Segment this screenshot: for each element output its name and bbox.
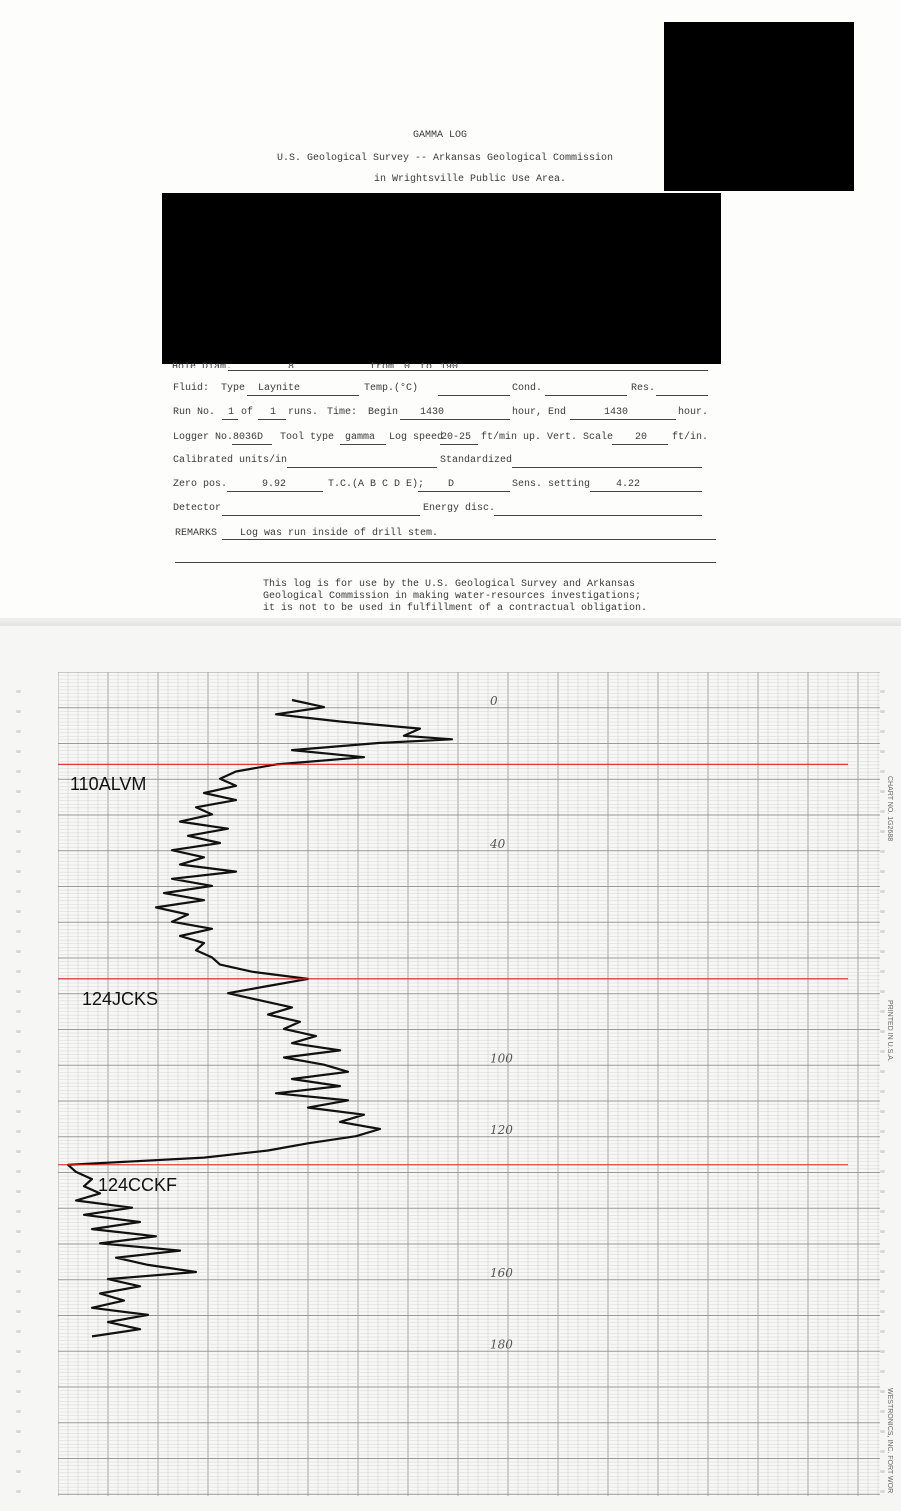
perforation-hole <box>16 1130 21 1133</box>
hole-to-value: 190 <box>440 362 459 368</box>
perforation-hole <box>16 990 21 993</box>
logger-label: Logger No. <box>173 432 234 443</box>
perforation-hole <box>16 1010 21 1013</box>
perforation-hole <box>16 710 21 713</box>
disclaimer-line-3: it is not to be used in fulfillment of a contractual obligation. <box>263 603 648 614</box>
perforation-hole <box>880 1090 885 1093</box>
perforation-hole <box>16 930 21 933</box>
perforation-hole <box>16 730 21 733</box>
perforation-hole <box>16 1270 21 1273</box>
perforation-hole <box>880 1130 885 1133</box>
perforation-hole <box>880 950 885 953</box>
hour-label: hour. <box>678 407 709 418</box>
perforation-hole <box>880 850 885 853</box>
log-speed-label: Log speed <box>389 432 444 443</box>
perforation-hole <box>16 1030 21 1033</box>
fold-shadow <box>0 618 901 626</box>
ftin-label: ft/in. <box>672 432 709 443</box>
perforation-hole <box>880 710 885 713</box>
zero-pos-label: Zero pos. <box>173 479 228 490</box>
tool-type: gamma <box>345 432 376 443</box>
perforation-hole <box>880 1310 885 1313</box>
perforation-hole <box>880 990 885 993</box>
perforation-hole <box>880 830 885 833</box>
location-line: in Wrightsville Public Use Area. <box>373 174 567 185</box>
perforation-hole <box>880 770 885 773</box>
perforation-hole <box>880 1030 885 1033</box>
hour-end-label: hour, End <box>512 407 567 418</box>
perforation-hole <box>16 1070 21 1073</box>
perforation-hole <box>16 770 21 773</box>
ftmin-label: ft/min up. Vert. Scale <box>481 432 614 443</box>
perforation-hole <box>16 790 21 793</box>
detector-label: Detector <box>173 503 222 514</box>
perforation-hole <box>16 950 21 953</box>
manufacturer-text: WESTRONICS, INC. FORT WOR <box>886 1388 893 1494</box>
chart-paper <box>58 672 880 1496</box>
perforation-hole <box>16 890 21 893</box>
perforation-hole <box>880 1410 885 1413</box>
perforation-hole <box>880 790 885 793</box>
perforation-hole <box>16 870 21 873</box>
fluid-label: Fluid: <box>173 383 210 394</box>
perforation-hole <box>880 870 885 873</box>
formation-label-jcks: 124JCKS <box>82 988 159 1009</box>
perforation-hole <box>880 890 885 893</box>
hole-to-label: to <box>420 362 433 368</box>
perforation-hole <box>16 1470 21 1473</box>
perforation-hole <box>16 1430 21 1433</box>
perforation-hole <box>16 1090 21 1093</box>
logger-no: 8036D <box>233 432 264 443</box>
redaction-block-form <box>162 193 721 364</box>
tool-label: Tool type <box>280 432 335 443</box>
perforation-hole <box>16 1110 21 1113</box>
time-label: Time: <box>327 407 358 418</box>
redaction-block-top-right <box>664 22 854 191</box>
runs-total: 1 <box>270 407 277 418</box>
perforation-hole <box>880 1290 885 1293</box>
perforation-hole <box>880 1390 885 1393</box>
perforation-hole <box>880 1230 885 1233</box>
perforation-hole <box>880 750 885 753</box>
perforation-hole <box>880 1370 885 1373</box>
printed-in-text: PRINTED IN U.S.A. <box>886 1000 893 1062</box>
perforation-hole <box>16 1170 21 1173</box>
depth-tick-label: 0 <box>490 694 498 708</box>
perforation-hole <box>880 1070 885 1073</box>
run-no-label: Run No. <box>173 407 216 418</box>
perforation-hole <box>16 830 21 833</box>
perforation-hole <box>880 1350 885 1353</box>
perforation-hole <box>880 930 885 933</box>
perforation-hole <box>880 1470 885 1473</box>
perforation-hole <box>880 1430 885 1433</box>
perforation-hole <box>16 850 21 853</box>
perforation-hole <box>16 1310 21 1313</box>
perforation-hole <box>880 690 885 693</box>
tc-value: D <box>448 479 455 490</box>
tc-label: T.C.(A B C D E); <box>328 479 425 490</box>
perforation-hole <box>880 1270 885 1273</box>
runs-label: runs. <box>288 407 319 418</box>
perforation-hole <box>880 970 885 973</box>
formation-label-alvm: 110ALVM <box>70 774 147 795</box>
of-label: of <box>241 407 254 418</box>
log-speed: 20-25 <box>441 432 472 443</box>
perforation-hole <box>16 690 21 693</box>
perforation-hole <box>16 1370 21 1373</box>
perforation-hole <box>16 910 21 913</box>
perforation-hole <box>880 730 885 733</box>
standardized-label: Standardized <box>440 455 513 466</box>
perforation-hole <box>16 1450 21 1453</box>
depth-tick-label: 120 <box>490 1123 513 1137</box>
perforation-hole <box>16 1050 21 1053</box>
perforation-hole <box>16 970 21 973</box>
chart-number-text: CHART NO. 1G2688 <box>886 776 893 842</box>
perforation-hole <box>16 810 21 813</box>
calibrated-label: Calibrated units/in <box>173 455 288 466</box>
perforation-hole <box>16 1250 21 1253</box>
disclaimer-line-1: This log is for use by the U.S. Geological Survey and Arkansas <box>263 579 636 590</box>
perforation-hole <box>16 1230 21 1233</box>
perforation-hole <box>16 1390 21 1393</box>
depth-tick-label: 40 <box>490 837 506 851</box>
fluid-type-value: Laynite <box>258 383 301 394</box>
perforation-hole <box>880 1450 885 1453</box>
depth-tick-label: 100 <box>490 1051 513 1066</box>
perforation-hole <box>880 1010 885 1013</box>
perforation-hole <box>880 1170 885 1173</box>
perforation-hole <box>880 810 885 813</box>
log-title: GAMMA LOG <box>412 130 467 141</box>
energy-label: Energy disc. <box>423 503 496 514</box>
gamma-log-chart <box>58 672 880 1496</box>
perforation-hole <box>16 1290 21 1293</box>
vert-scale: 20 <box>635 432 648 443</box>
perforation-hole <box>880 1250 885 1253</box>
perforation-hole <box>880 1210 885 1213</box>
agency-line: U.S. Geological Survey -- Arkansas Geological Commission <box>276 153 614 164</box>
hole-from-label: from <box>370 362 395 368</box>
perforation-hole <box>16 1350 21 1353</box>
perforation-hole <box>880 1050 885 1053</box>
zero-pos-value: 9.92 <box>262 479 287 490</box>
perforation-hole <box>880 910 885 913</box>
depth-tick-label: 180 <box>490 1337 513 1352</box>
res-label: Res. <box>631 383 656 394</box>
end-time: 1430 <box>604 407 629 418</box>
begin-label: Begin <box>368 407 399 418</box>
perforation-hole <box>16 1150 21 1153</box>
formation-label-cckf: 124CCKF <box>98 1174 178 1195</box>
perforation-hole <box>16 1330 21 1333</box>
fluid-type-label: Type <box>221 383 246 394</box>
begin-time: 1430 <box>420 407 445 418</box>
run-no-value: 1 <box>228 407 235 418</box>
hole-diam-value: 8 <box>288 362 295 368</box>
perforation-hole <box>880 1190 885 1193</box>
temp-label: Temp.(°C) <box>364 383 419 394</box>
hole-diam-label: Hole Diam. <box>172 362 233 368</box>
perforation-hole <box>16 1410 21 1413</box>
sens-value: 4.22 <box>616 479 641 490</box>
remarks-value: Log was run inside of drill stem. <box>240 528 439 539</box>
cond-label: Cond. <box>512 383 543 394</box>
perforation-hole <box>16 1210 21 1213</box>
perforation-hole <box>880 1490 885 1493</box>
depth-tick-label: 160 <box>490 1266 513 1280</box>
remarks-label: REMARKS <box>175 528 218 539</box>
perforation-hole <box>880 1110 885 1113</box>
perforation-hole <box>16 1190 21 1193</box>
perforation-hole <box>16 1490 21 1493</box>
perforation-hole <box>880 1150 885 1153</box>
perforation-hole <box>16 750 21 753</box>
perforation-hole <box>880 1330 885 1333</box>
sens-label: Sens. setting <box>512 479 591 490</box>
disclaimer-line-2: Geological Commission in making water-resources investigations; <box>263 591 642 602</box>
hole-from-value: 0 <box>404 362 411 368</box>
